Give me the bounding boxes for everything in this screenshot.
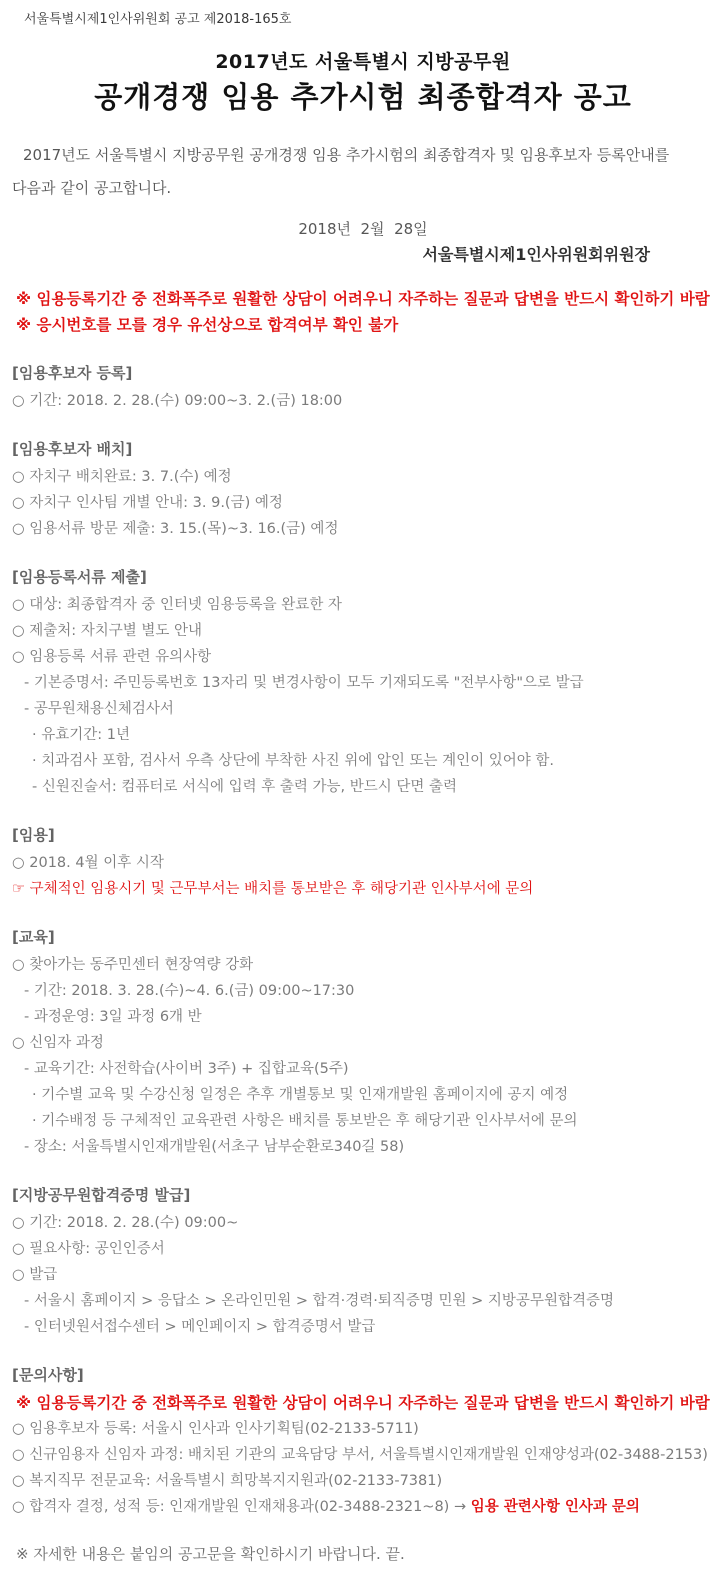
body-line: ○ 임용등록 서류 관련 유의사항 [12, 649, 212, 665]
section-registration-documents [12, 564, 714, 800]
body-line: · 기수배정 등 구체적인 교육관련 사항은 배치를 통보받은 후 해당기관 인사부서에 문의 [32, 1113, 578, 1129]
body-line-mixed [12, 1494, 714, 1520]
body-line: - 기본증명서: 주민등록번호 13자리 및 변경사항이 모두 기재되도록 "전부사항"으로 발급 [24, 675, 584, 691]
body-line: ○ 임용후보자 등록: 서울시 인사과 인사기획팀(02-2133-5711) [12, 1421, 419, 1437]
body-line-red-note: ☞ 구체적인 임용시기 및 근무부서는 배치를 통보받은 후 해당기관 인사부서에 문의 [12, 881, 534, 897]
warning-phone-congestion: ※ 임용등록기간 중 전화폭주로 원활한 상담이 어려우니 자주하는 질문과 답변을 반드시 확인하기 바람 [16, 290, 710, 308]
section-heading: [교육] [12, 928, 55, 946]
notice-number: 서울특별시제1인사위원회 공고 제2018-165호 [24, 12, 292, 27]
body-line: ○ 신규임용자 신임자 과정: 배치된 기관의 교육담당 부서, 서울특별시인재개발원 인재양성과(02-3488-2153) [12, 1447, 708, 1463]
body-line: - 교육기간: 사전학습(사이버 3주) + 집합교육(5주) [24, 1061, 349, 1077]
section-pass-certificate [12, 1182, 714, 1340]
body-line: - 기간: 2018. 3. 28.(수)~4. 6.(금) 09:00~17:30 [24, 983, 355, 999]
body-line: ○ 대상: 최종합격자 중 인터넷 임용등록을 완료한 자 [12, 597, 342, 613]
warning-exam-number: ※ 응시번호를 모를 경우 유선상으로 합격여부 확인 불가 [16, 316, 399, 334]
section-appointment [12, 822, 714, 902]
section-candidate-placement [12, 436, 714, 542]
section-inquiries [12, 1362, 714, 1520]
body-line: ○ 제출처: 자치구별 별도 안내 [12, 623, 203, 639]
body-line: ○ 복지직무 전문교육: 서울특별시 희망복지지원과(02-2133-7381) [12, 1473, 443, 1489]
top-warnings [12, 286, 714, 338]
section-education [12, 924, 714, 1160]
body-line: · 기수별 교육 및 수강신청 일정은 추후 개별통보 및 인재개발원 홈페이지에 공지 예정 [32, 1087, 569, 1103]
body-line: ○ 자치구 인사팀 개별 안내: 3. 9.(금) 예정 [12, 495, 283, 511]
body-line: - 장소: 서울특별시인재개발원(서초구 남부순환로340길 58) [24, 1139, 405, 1155]
body-line: - 공무원채용신체검사서 [24, 701, 174, 717]
section-heading: [임용] [12, 826, 55, 844]
intro-line-2: 다음과 같이 공고합니다. [12, 179, 172, 197]
issue-date: 2018년 2월 28일 [298, 220, 428, 238]
body-line: · 치과검사 포함, 검사서 우측 상단에 부착한 사진 위에 압인 또는 계인이 있어야 함. [32, 753, 554, 769]
intro-paragraph [12, 139, 714, 205]
doc-subtitle: 2017년도 서울특별시 지방공무원 [215, 51, 511, 73]
body-line: ○ 발급 [12, 1267, 58, 1283]
warning-phone-congestion: ※ 임용등록기간 중 전화폭주로 원활한 상담이 어려우니 자주하는 질문과 답변을 반드시 확인하기 바람 [16, 1394, 710, 1412]
section-heading: [임용후보자 등록] [12, 364, 133, 382]
body-line: ○ 기간: 2018. 2. 28.(수) 09:00~3. 2.(금) 18:00 [12, 393, 343, 409]
body-line: ○ 자치구 배치완료: 3. 7.(수) 예정 [12, 469, 232, 485]
body-line: ○ 찾아가는 동주민센터 현장역량 강화 [12, 957, 254, 973]
body-line: - 서울시 홈페이지 > 응답소 > 온라인민원 > 합격·경력·퇴직증명 민원 > 지방공무원합격증명 [24, 1293, 614, 1309]
section-candidate-registration [12, 360, 714, 414]
body-line: - 과정운영: 3일 과정 6개 반 [24, 1009, 202, 1025]
section-heading: [임용후보자 배치] [12, 440, 133, 458]
issuer-signature: 서울특별시제1인사위원회위원장 [422, 245, 650, 264]
contact-text: ○ 합격자 결정, 성적 등: 인재개발원 인재채용과(02-3488-2321~8) → [12, 1499, 471, 1515]
body-line: ○ 신임자 과정 [12, 1035, 104, 1051]
footer-note: ※ 자세한 내용은 붙임의 공고문을 확인하시기 바랍니다. 끝. [16, 1545, 405, 1563]
body-line: ○ 기간: 2018. 2. 28.(수) 09:00~ [12, 1215, 239, 1231]
body-line: - 인터넷원서접수센터 > 메인페이지 > 합격증명서 발급 [24, 1319, 376, 1335]
intro-line-1: 2017년도 서울특별시 지방공무원 공개경쟁 임용 추가시험의 최종합격자 및 임용후보자 등록안내를 [23, 146, 670, 164]
section-heading: [임용등록서류 제출] [12, 568, 147, 586]
section-heading: [지방공무원합격증명 발급] [12, 1186, 191, 1204]
doc-title: 공개경쟁 임용 추가시험 최종합격자 공고 [94, 80, 632, 114]
body-line: - 신원진술서: 컴퓨터로 서식에 입력 후 출력 가능, 반드시 단면 출력 [32, 779, 457, 795]
body-line: ○ 필요사항: 공인인증서 [12, 1241, 165, 1257]
body-line: · 유효기간: 1년 [32, 727, 130, 743]
body-line: ○ 임용서류 방문 제출: 3. 15.(목)~3. 16.(금) 예정 [12, 521, 339, 537]
body-line: ○ 2018. 4월 이후 시작 [12, 855, 164, 871]
section-heading: [문의사항] [12, 1366, 84, 1384]
contact-red-note: 임용 관련사항 인사과 문의 [470, 1499, 640, 1515]
